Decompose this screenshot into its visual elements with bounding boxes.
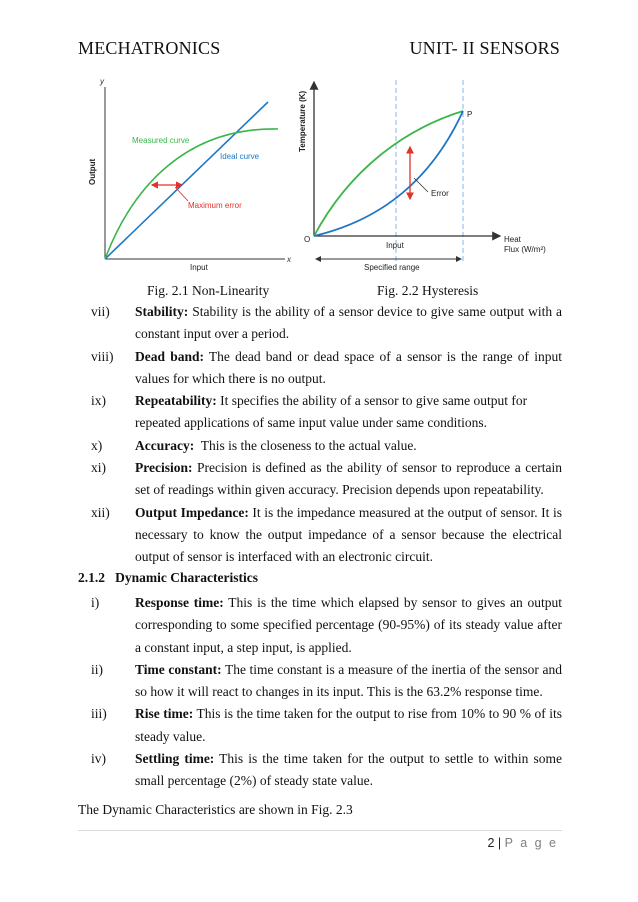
error-pointer <box>414 178 428 192</box>
item-term: Accuracy: <box>135 437 195 453</box>
x-axis-label-line1: Heat <box>504 235 521 244</box>
item-number: viii) <box>91 348 114 364</box>
error-label: Error <box>431 189 449 198</box>
x-axis-label: Input <box>190 263 208 272</box>
item-definition: It is the impedance measured at the output of sensor. It is necessary to know the output impedance of a sensor because the electrical output of sensor is interfaced with an electronic circuit. <box>135 504 563 565</box>
item-term: Stability: <box>135 304 189 319</box>
list-item <box>78 301 562 346</box>
list-item <box>78 390 562 435</box>
page-footer <box>487 836 558 850</box>
footer-divider <box>78 830 562 831</box>
hysteresis-figure <box>290 74 562 280</box>
item-definition: This is the time taken for the output to settle to within some small percentage (2%) of steady state value. <box>135 751 562 789</box>
measured-curve <box>105 129 278 259</box>
page-word: P a g e <box>504 836 558 850</box>
item-definition: The dead band or dead space of a sensor is the range of input values for which there is no output. <box>135 348 562 386</box>
list-item <box>78 346 562 391</box>
dynamic-characteristics-list <box>78 592 562 793</box>
item-definition: This is the closeness to the actual value. <box>194 437 417 453</box>
item-definition: Precision is defined as the ability of sensor to reproduce a certain set of readings within given accuracy. Precision depends upon repeatability. <box>135 460 562 498</box>
item-term: Response time: <box>135 595 224 610</box>
item-number: i) <box>91 595 100 610</box>
nonlinearity-figure <box>78 75 303 280</box>
item-definition: This is the time which elapsed by sensor to gives an output corresponding to some specified percentage (90-95%) of its steady value after a constant input, a step input, is applied. <box>135 595 562 655</box>
item-term: Settling time: <box>135 751 215 767</box>
x-axis-label-line2: Flux (W/m²) <box>504 245 546 254</box>
item-number: x) <box>91 437 103 453</box>
x-axis-symbol: x <box>287 255 291 264</box>
measured-curve-label: Measured curve <box>132 136 190 145</box>
fig2-caption: Fig. 2.2 Hysteresis <box>377 283 479 298</box>
list-item <box>78 703 562 748</box>
error-pointer <box>175 187 188 201</box>
item-definition: Stability is the ability of a sensor device to give same output with a constant input over a period. <box>135 304 562 342</box>
item-definition: The time constant is a measure of the inertia of the sensor and so how it will react to changes in its input. This is the 63.2% response time. <box>135 661 562 700</box>
item-term: Time constant: <box>135 661 222 677</box>
header-title: MECHATRONICS <box>78 38 221 58</box>
origin-label: O <box>304 235 311 244</box>
item-term: Precision: <box>135 460 193 476</box>
section-number: 2.1.2 <box>78 570 105 585</box>
item-definition: This is the time taken for the output to rise from 10% to 90 % of its steady value. <box>135 706 562 744</box>
item-term: Output Impedance: <box>135 504 249 520</box>
page-separator: | <box>497 836 502 850</box>
specified-range-label: Specified range <box>364 263 420 272</box>
item-term: Repeatability: <box>135 393 217 409</box>
section-title: Dynamic Characteristics <box>115 570 258 585</box>
page-number: 2 <box>487 836 495 850</box>
item-number: iii) <box>91 706 107 722</box>
item-number: xi) <box>91 460 106 476</box>
closing-paragraph: The Dynamic Characteristics are shown in Fig. 2.3 <box>78 802 353 817</box>
ideal-curve-label: Ideal curve <box>220 152 260 161</box>
list-item <box>78 592 562 659</box>
lower-curve <box>314 111 463 236</box>
point-p-label: P <box>467 110 473 119</box>
fig1-caption: Fig. 2.1 Non-Linearity <box>147 283 270 298</box>
item-term: Rise time: <box>135 706 194 722</box>
list-item <box>78 502 562 569</box>
y-axis-symbol: y <box>100 77 104 86</box>
item-definition: It specifies the ability of a sensor to give same output for repeated applications of same input value under same conditions. <box>135 393 528 431</box>
header-unit: UNIT- II SENSORS <box>409 38 560 58</box>
input-label: Input <box>386 241 404 250</box>
item-number: iv) <box>91 751 106 767</box>
list-item <box>78 435 562 457</box>
item-term: Dead band: <box>135 348 204 364</box>
item-number: ii) <box>91 661 103 677</box>
maximum-error-label: Maximum error <box>188 201 242 210</box>
ideal-curve <box>105 102 268 259</box>
y-axis-label: Output <box>88 158 97 185</box>
section-heading <box>78 570 258 586</box>
list-item <box>78 457 562 502</box>
item-number: vii) <box>91 304 110 319</box>
item-number: xii) <box>91 504 110 520</box>
y-axis-label: Temperature (K) <box>298 90 307 152</box>
upper-curve <box>314 111 463 236</box>
static-characteristics-list <box>78 301 562 569</box>
item-number: ix) <box>91 393 106 409</box>
list-item <box>78 748 562 793</box>
list-item <box>78 659 562 704</box>
